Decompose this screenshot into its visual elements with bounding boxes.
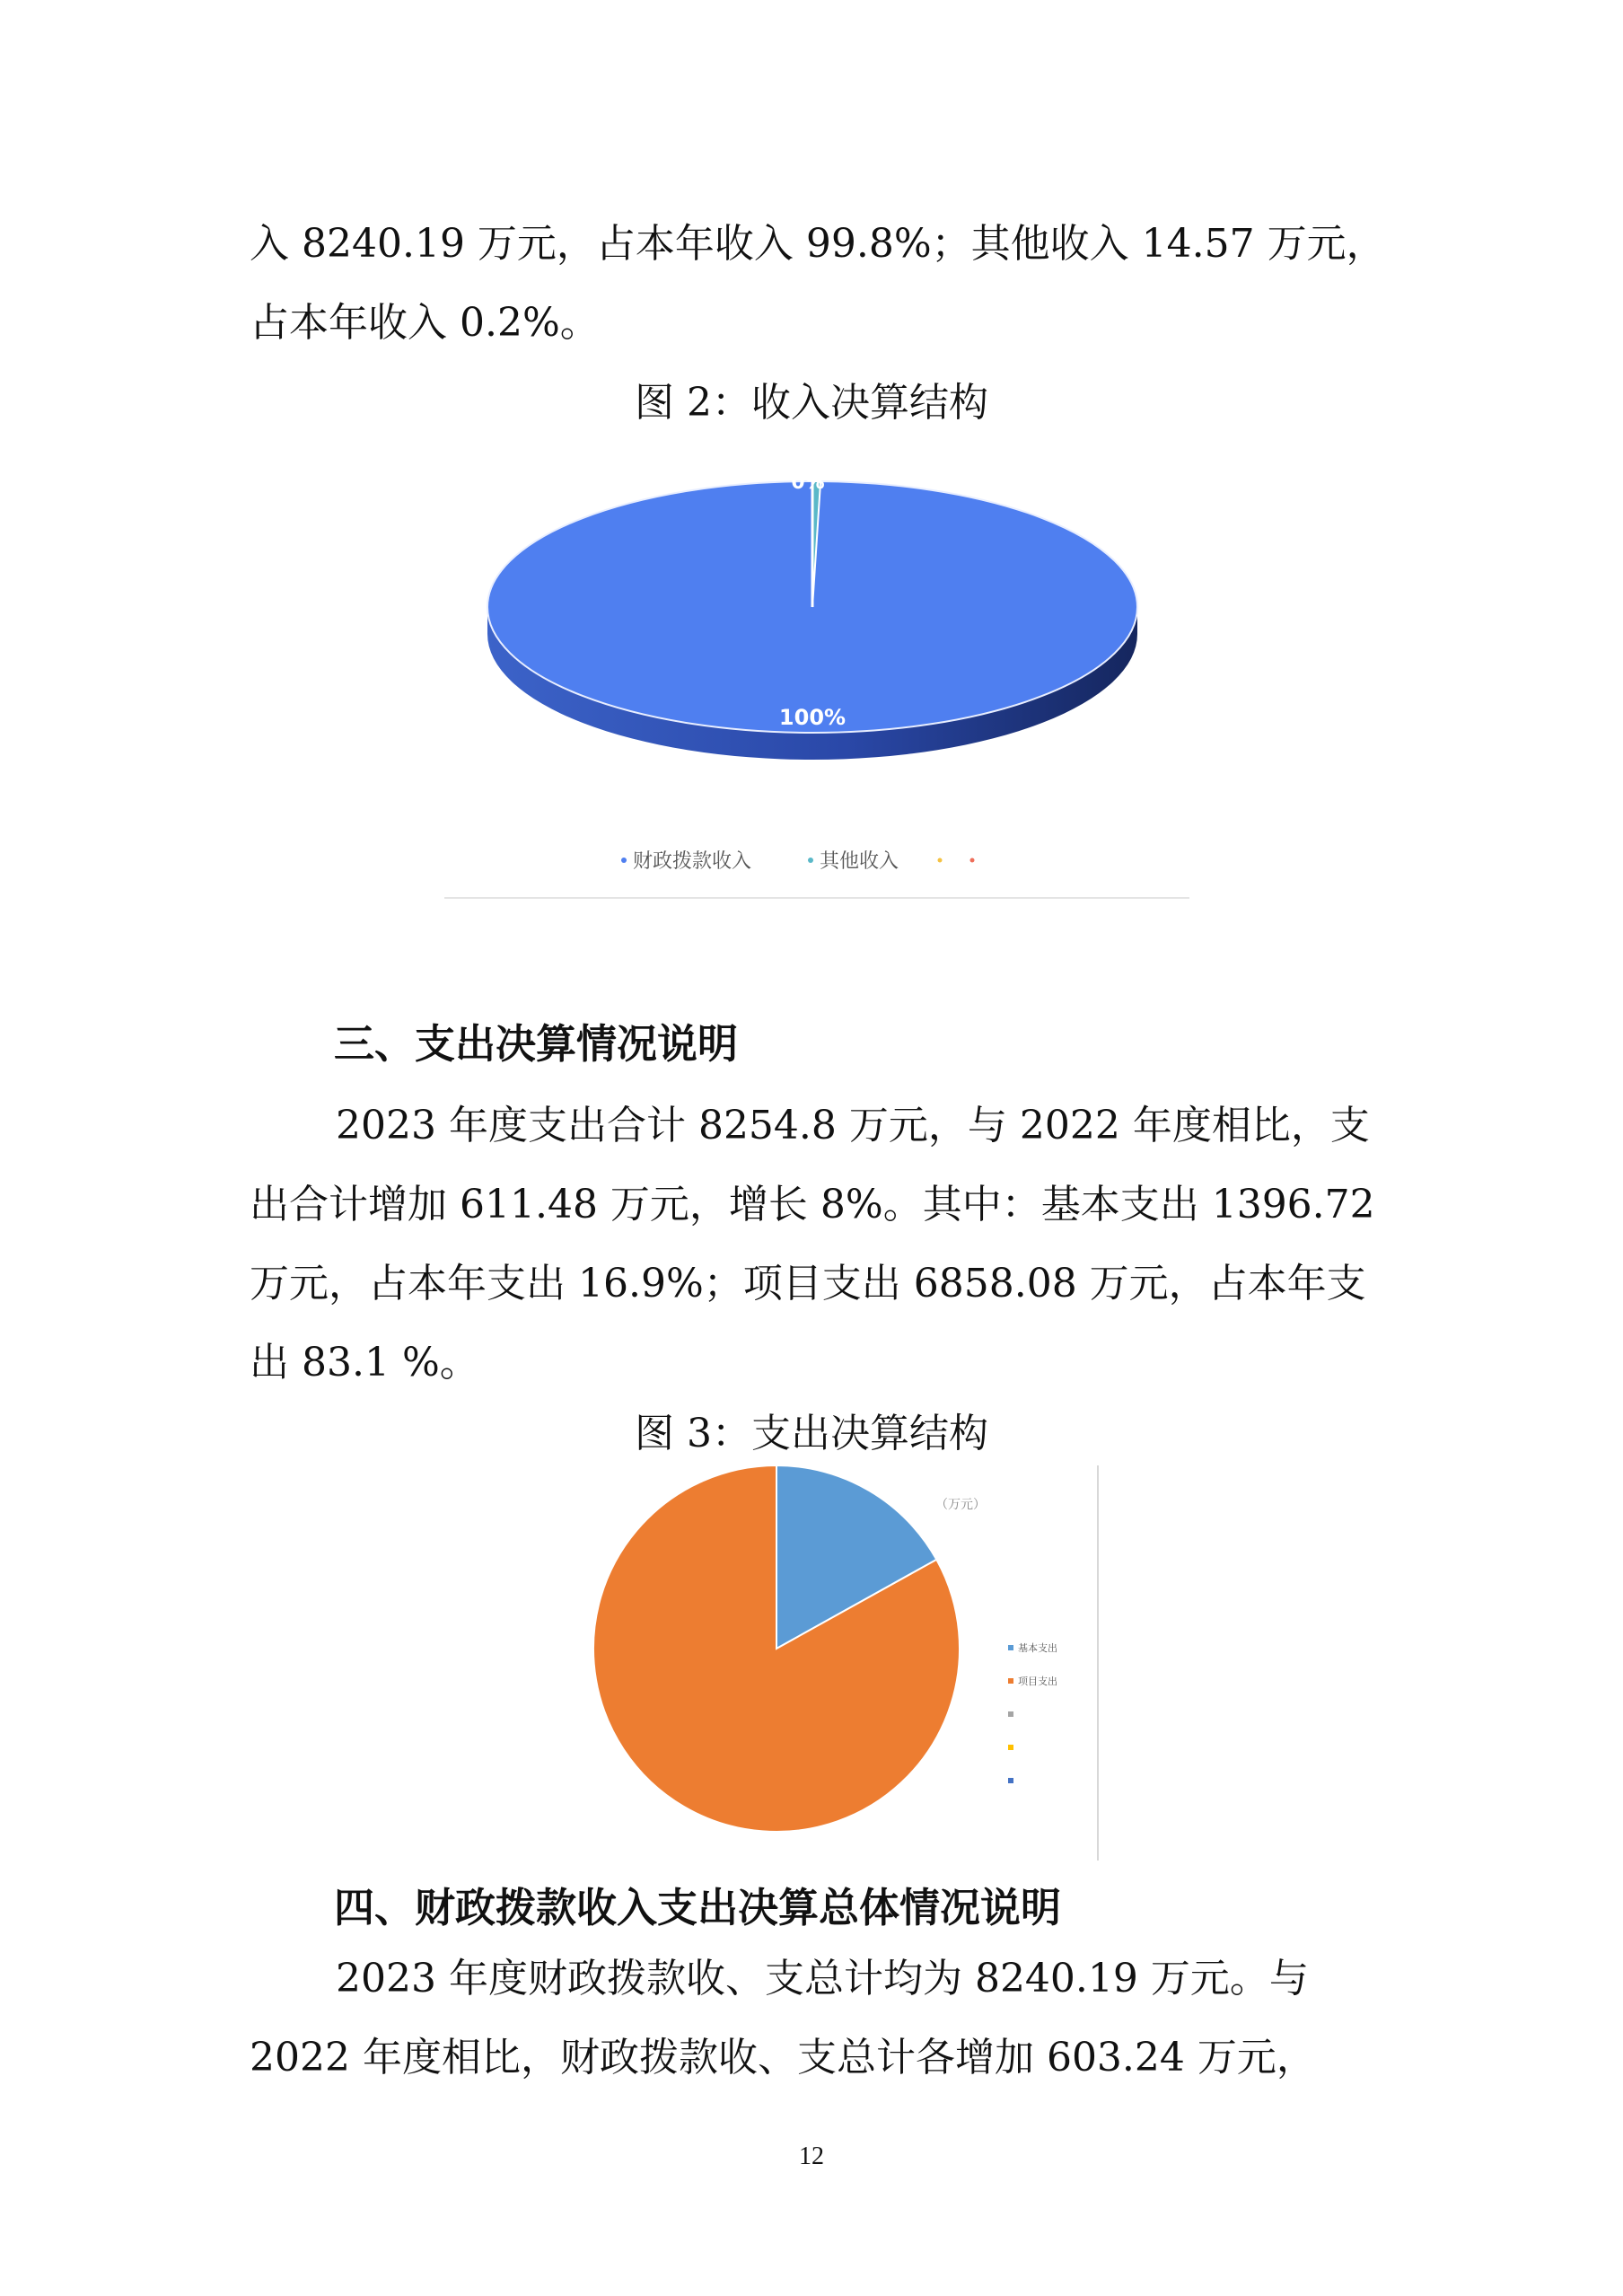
income-structure-pie-chart <box>444 449 1189 900</box>
chart-2-unit-label: （万元） <box>935 1498 986 1512</box>
data-label-other-income: 0% <box>791 471 825 494</box>
legend-label-other-income: 其他收入 <box>820 850 899 873</box>
figure-3-caption: 图 3：支出决算结构 <box>635 1411 988 1456</box>
legend-marker-blank-1 <box>938 858 943 863</box>
legend-marker-fiscal-income <box>621 858 627 863</box>
page-number: 12 <box>799 2142 824 2170</box>
chart-2-legend <box>1008 1641 1057 1783</box>
paragraph-income-share: 入 8240.19 万元，占本年收入 99.8%；其他收入 14.57 万元，占本年收入 0.2%。 <box>250 221 1386 346</box>
legend-marker-blank-2 <box>1008 1745 1013 1750</box>
data-label-fiscal-income: 100% <box>778 705 847 730</box>
legend-marker-basic-expenditure <box>1008 1645 1013 1650</box>
section-heading-expenditure: 三、支出决算情况说明 <box>334 1020 739 1068</box>
legend-label-basic-expenditure: 基本支出 <box>1018 1642 1057 1654</box>
section-heading-fiscal-overview: 四、财政拨款收入支出决算总体情况说明 <box>334 1884 1062 1931</box>
paragraph-fiscal-overview: 2023 年度财政拨款收、支总计均为 8240.19 万元。与 2022 年度相比，财政拨款收、支总计各增加 603.24 万元， <box>250 1956 1316 2080</box>
legend-marker-project-expenditure <box>1008 1678 1013 1684</box>
paragraph-expenditure: 2023 年度支出合计 8254.8 万元，与 2022 年度相比，支出合计增加 611.48 万元，增长 8%。其中：基本支出 1396.72 万元，占本年支出 16.9%；项目支出 6858.08 万元，占本年支出 83.1 %。 <box>250 1103 1375 1386</box>
figure-2-caption: 图 2：收入决算结构 <box>635 380 988 426</box>
legend-marker-blank-3 <box>1008 1778 1013 1783</box>
legend-marker-blank-1 <box>1008 1711 1013 1717</box>
legend-marker-blank-2 <box>970 858 975 863</box>
expenditure-structure-pie-chart <box>588 1465 1109 1861</box>
legend-label-fiscal-income: 财政拨款收入 <box>633 850 752 873</box>
legend-label-project-expenditure: 项目支出 <box>1018 1676 1057 1687</box>
legend-marker-other-income <box>808 858 813 863</box>
